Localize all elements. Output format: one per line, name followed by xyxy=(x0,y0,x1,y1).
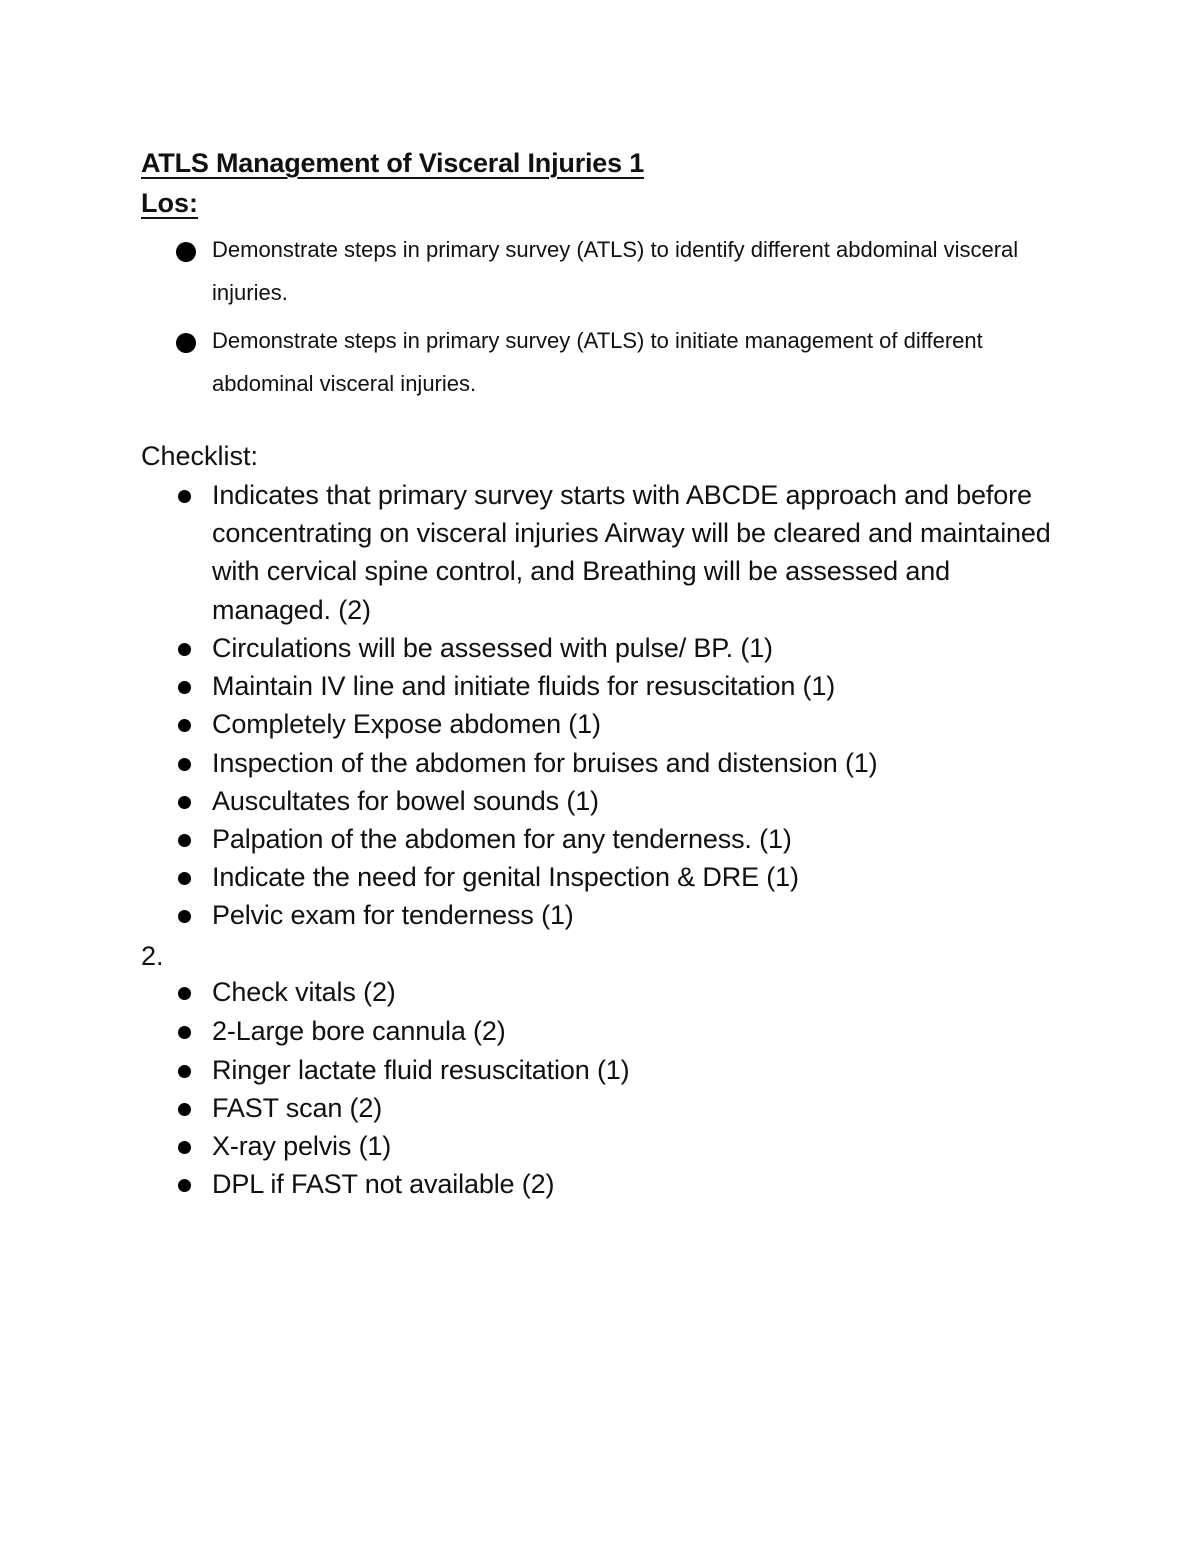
checklist-item-text: Circulations will be assessed with pulse/ BP. (1) xyxy=(212,633,773,663)
checklist-item-text: Auscultates for bowel sounds (1) xyxy=(212,786,599,816)
bullet-icon xyxy=(178,719,191,732)
section-two-item xyxy=(178,1127,1058,1165)
bullet-icon xyxy=(178,490,191,503)
checklist-item-text: Completely Expose abdomen (1) xyxy=(212,709,601,739)
bullet-icon xyxy=(176,242,196,262)
bullet-icon xyxy=(178,1103,191,1116)
section-two-item xyxy=(178,1012,1058,1050)
section-two-item-text: X-ray pelvis (1) xyxy=(212,1131,392,1161)
checklist-item xyxy=(178,744,1058,782)
checklist-item-text: Indicates that primary survey starts with ABCDE approach and before concentrating on visceral injuries Airway will be cleared and maintained with cervical spine control, and Breathing will be assessed and managed. (2) xyxy=(212,480,1051,625)
checklist-item-text: Inspection of the abdomen for bruises and distension (1) xyxy=(212,748,878,778)
section-two-item-text: DPL if FAST not available (2) xyxy=(212,1169,555,1199)
bullet-icon xyxy=(178,796,191,809)
section-two-item-text: Ringer lactate fluid resuscitation (1) xyxy=(212,1055,630,1085)
checklist-item xyxy=(178,476,1058,629)
checklist-item xyxy=(178,820,1058,858)
checklist-item xyxy=(178,858,1058,896)
checklist-item xyxy=(178,782,1058,820)
bullet-icon xyxy=(178,910,191,923)
checklist-item-text: Palpation of the abdomen for any tenderness. (1) xyxy=(212,824,792,854)
los-item xyxy=(176,228,1066,314)
checklist-item-text: Pelvic exam for tenderness (1) xyxy=(212,900,574,930)
bullet-icon xyxy=(176,333,196,353)
bullet-icon xyxy=(178,872,191,885)
bullet-icon xyxy=(178,834,191,847)
los-item xyxy=(176,319,1066,405)
bullet-icon xyxy=(178,1026,191,1039)
section-two-item-text: 2-Large bore cannula (2) xyxy=(212,1016,506,1046)
section-two-heading: 2. xyxy=(141,941,164,971)
checklist-item-text: Maintain IV line and initiate fluids for resuscitation (1) xyxy=(212,671,836,701)
section-two-item xyxy=(178,973,1058,1011)
bullet-icon xyxy=(178,1065,191,1078)
bullet-icon xyxy=(178,758,191,771)
section-two-item xyxy=(178,1165,1058,1203)
checklist-heading: Checklist: xyxy=(141,441,259,471)
section-two-item-text: Check vitals (2) xyxy=(212,977,396,1007)
los-item-text: Demonstrate steps in primary survey (ATLS) to identify different abdominal visceral injuries. xyxy=(212,237,1019,305)
los-item-text: Demonstrate steps in primary survey (ATLS) to initiate management of different abdominal visceral injuries. xyxy=(212,328,983,396)
checklist-item xyxy=(178,896,1058,934)
section-two-item xyxy=(178,1089,1058,1127)
checklist-item xyxy=(178,667,1058,705)
checklist-item-text: Indicate the need for genital Inspection & DRE (1) xyxy=(212,862,799,892)
bullet-icon xyxy=(178,1141,191,1154)
section-two-item-text: FAST scan (2) xyxy=(212,1093,383,1123)
bullet-icon xyxy=(178,681,191,694)
section-two-item xyxy=(178,1051,1058,1089)
document-title: ATLS Management of Visceral Injuries 1 xyxy=(141,148,645,178)
checklist-item xyxy=(178,629,1058,667)
checklist-item xyxy=(178,705,1058,743)
bullet-icon xyxy=(178,1179,191,1192)
los-heading: Los: xyxy=(141,188,198,218)
bullet-icon xyxy=(178,987,191,1000)
bullet-icon xyxy=(178,643,191,656)
